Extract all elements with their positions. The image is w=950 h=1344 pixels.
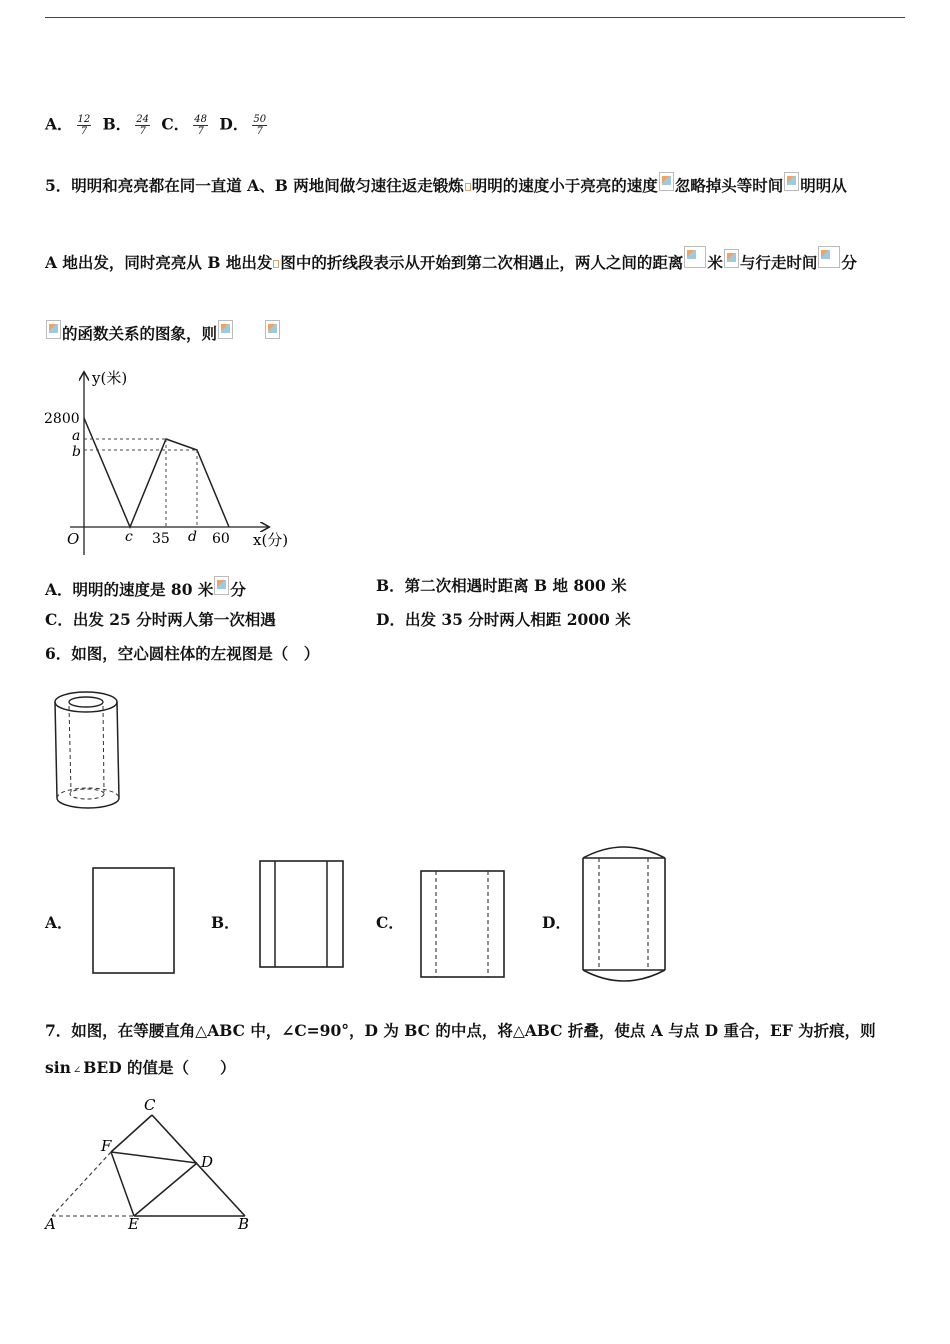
- numerator: 48: [194, 114, 207, 125]
- q5-text: 分: [841, 253, 857, 272]
- denominator: 7: [139, 126, 146, 137]
- q5-text: 忽略掉头等时间: [674, 176, 784, 195]
- q6-option-a-figure: [90, 865, 178, 977]
- x-tick-d: d: [188, 529, 197, 545]
- q5-line-3: [45, 320, 281, 344]
- option-d-label: D．: [219, 114, 249, 134]
- broken-image-icon: [265, 320, 280, 339]
- option-b-fraction: [135, 114, 150, 137]
- broken-image-icon: [46, 320, 61, 339]
- broken-image-icon: [724, 249, 739, 268]
- q5-option-d: D．出发 35 分时两人相距 2000 米: [376, 610, 631, 629]
- q5-line-2: [45, 246, 857, 273]
- y-tick-a: a: [72, 428, 81, 444]
- x-tick-c: c: [125, 529, 133, 545]
- broken-image-icon: [818, 246, 840, 268]
- q6-option-d-label: D．: [542, 913, 571, 932]
- q7-text: sin: [45, 1058, 71, 1077]
- denominator: 7: [256, 126, 263, 137]
- q6-option-b-figure: [257, 858, 347, 970]
- denominator: 7: [80, 126, 88, 137]
- q5-text: 明明从: [800, 176, 847, 195]
- q5-text: 图中的折线段表示从开始到第二次相遇止，两人之间的距离: [280, 253, 684, 272]
- q5-text: A 地出发，同时亮亮从 B 地出发: [45, 253, 273, 272]
- q6-option-d-figure: [578, 840, 670, 990]
- broken-image-icon: [214, 576, 229, 595]
- q5-text: 5．明明和亮亮都在同一直道 A、B 两地间做匀速往返走锻炼: [45, 176, 464, 195]
- option-c-fraction: [193, 114, 208, 137]
- option-c-label: C．: [161, 114, 190, 134]
- q5-line-1: [45, 172, 847, 196]
- denominator: 7: [197, 126, 204, 137]
- triangle-fold-figure: [40, 1095, 252, 1235]
- point-e-label: E: [128, 1215, 139, 1233]
- q7-text: BED 的值是（ ）: [83, 1058, 236, 1077]
- broken-image-icon: [273, 260, 279, 268]
- angle-symbol: ∠: [72, 1065, 82, 1076]
- distance-time-graph: [40, 365, 310, 560]
- option-text: 分: [230, 580, 246, 599]
- broken-image-icon: [465, 183, 471, 191]
- q6-option-c-label: C．: [376, 913, 404, 932]
- broken-image-icon: [784, 172, 799, 191]
- point-b-label: B: [238, 1215, 250, 1233]
- numerator: 24: [136, 114, 150, 125]
- numerator: 12: [77, 114, 91, 125]
- q5-text: 明明的速度小于亮亮的速度: [471, 176, 658, 195]
- numerator: 50: [253, 114, 267, 125]
- distance-polyline: [84, 418, 229, 527]
- x-tick-35: 35: [152, 531, 170, 547]
- point-c-label: C: [144, 1096, 156, 1114]
- option-text: A．明明的速度是 80 米: [45, 580, 214, 599]
- broken-image-icon: [218, 320, 233, 339]
- q6-stem: 6．如图，空心圆柱体的左视图是（ ）: [45, 644, 320, 663]
- origin-label: O: [67, 530, 80, 548]
- y-axis-label: y(米): [92, 369, 128, 387]
- x-tick-60: 60: [212, 531, 230, 547]
- option-d-fraction: [252, 114, 267, 137]
- q5-text: 与行走时间: [739, 253, 818, 272]
- option-a-fraction: [77, 114, 92, 137]
- y-tick-b: b: [72, 444, 81, 460]
- option-b-label: B．: [102, 114, 132, 134]
- q5-option-a: [45, 576, 246, 600]
- broken-image-icon: [684, 246, 706, 268]
- y-tick-2800: 2800: [44, 411, 80, 427]
- q5-option-c: C．出发 25 分时两人第一次相遇: [45, 610, 276, 629]
- x-axis-label: x(分): [253, 531, 289, 549]
- q6-option-a-label: A．: [45, 913, 73, 932]
- q5-text: 的函数关系的图象，则: [62, 324, 218, 343]
- q4-options: [45, 114, 273, 137]
- q6-option-c-figure: [418, 868, 508, 980]
- broken-image-icon: [659, 172, 674, 191]
- q7-line-2: [45, 1058, 236, 1081]
- option-a-label: A．: [45, 114, 73, 134]
- point-a-label: A: [45, 1215, 56, 1233]
- q5-text: 米: [707, 253, 723, 272]
- q7-line-1: 7．如图，在等腰直角△ABC 中，∠C=90°，D 为 BC 的中点，将△ABC 折叠，使点 A 与点 D 重合，EF 为折痕，则: [45, 1021, 876, 1040]
- hollow-cylinder-figure: [48, 688, 133, 813]
- q6-option-b-label: B．: [211, 913, 240, 932]
- top-rule: [45, 17, 905, 18]
- point-f-label: F: [101, 1137, 112, 1155]
- q5-option-b: B．第二次相遇时距离 B 地 800 米: [376, 576, 627, 595]
- point-d-label: D: [201, 1153, 214, 1171]
